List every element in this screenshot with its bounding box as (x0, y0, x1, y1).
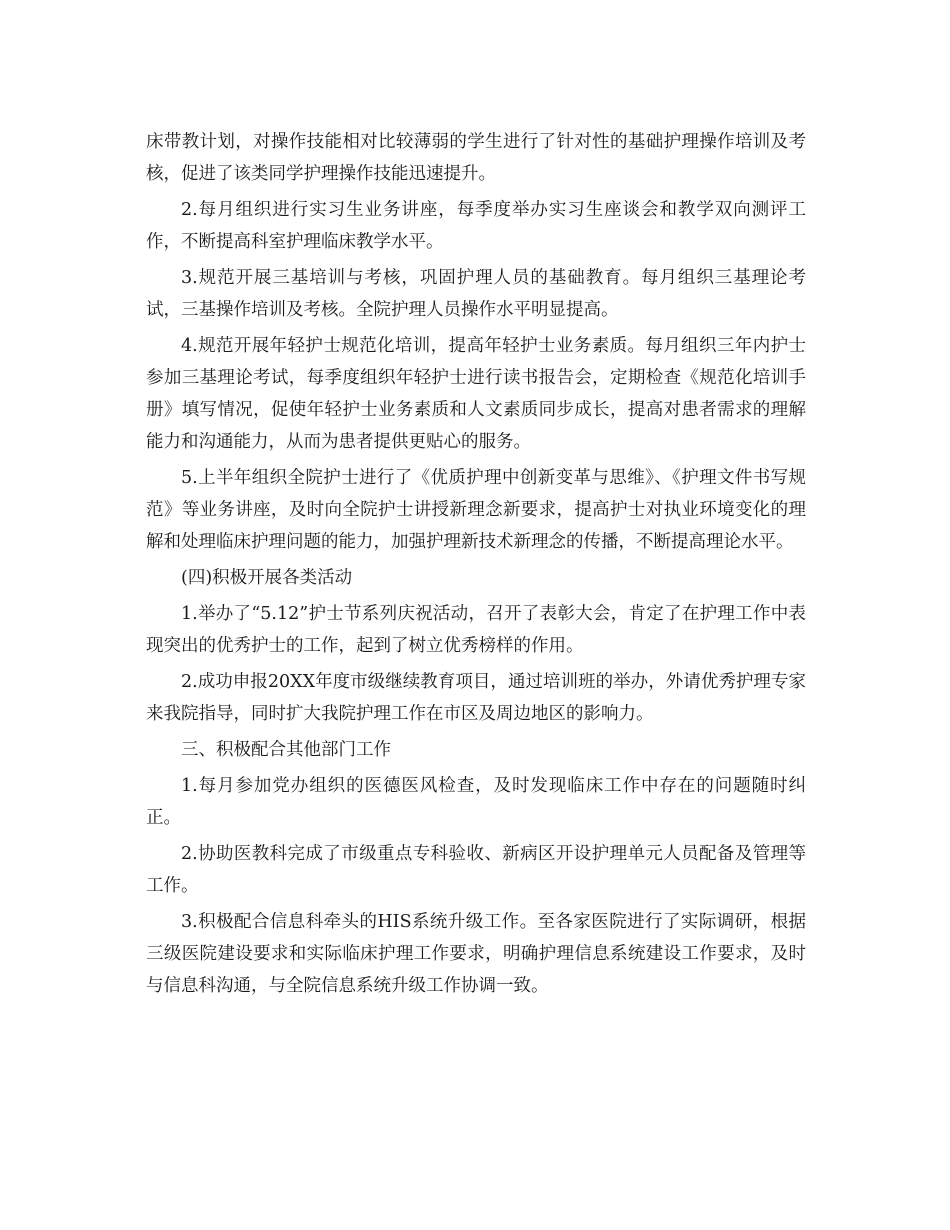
paragraph-item-1-nurses-day: 1.举办了“5.12”护士节系列庆祝活动，召开了表彰大会，肯定了在护理工作中表现突出的优秀护士的工作，起到了树立优秀榜样的作用。 (146, 604, 806, 656)
paragraph-item-4-young-nurses: 4.规范开展年轻护士规范化培训，提高年轻护士业务素质。每月组织三年内护士参加三基理论考试，每季度组织年轻护士进行读书报告会，定期检查《规范化培训手册》填写情况，促使年轻护士业务素质和人文素质同步成长，提高对患者需求的理解能力和沟通能力，从而为患者提供更贴心的服务。 (146, 336, 806, 452)
paragraph-item-1-ethics-inspection: 1.每月参加党办组织的医德医风检查，及时发现临床工作中存在的问题随时纠正。 (146, 776, 806, 828)
paragraph-item-3-basic-training: 3.规范开展三基培训与考核，巩固护理人员的基础教育。每月组织三基理论考试，三基操作培训及考核。全院护理人员操作水平明显提高。 (146, 268, 806, 320)
section-heading-cooperation: 三、积极配合其他部门工作 (181, 740, 391, 760)
document-body (146, 126, 806, 1006)
section-heading-activities: (四)积极开展各类活动 (181, 568, 353, 588)
paragraph-item-2-lectures: 2.每月组织进行实习生业务讲座，每季度举办实习生座谈会和教学双向测评工作，不断提高科室护理临床教学水平。 (146, 200, 806, 252)
paragraph-item-2-assist-medical: 2.协助医教科完成了市级重点专科验收、新病区开设护理单元人员配备及管理等工作。 (146, 844, 806, 896)
paragraph-item-5-seminars: 5.上半年组织全院护士进行了《优质护理中创新变革与思维》、《护理文件书写规范》等业务讲座，及时向全院护士讲授新理念新要求，提高护士对执业环境变化的理解和处理临床护理问题的能力，加强护理新技术新理念的传播，不断提高理论水平。 (146, 468, 806, 552)
paragraph-item-3-his-upgrade: 3.积极配合信息科牵头的HIS系统升级工作。至各家医院进行了实际调研，根据三级医院建设要求和实际临床护理工作要求，明确护理信息系统建设工作要求，及时与信息科沟通，与全院信息系统升级工作协调一致。 (146, 912, 806, 996)
paragraph-item-2-continuing-education: 2.成功申报20XX年度市级继续教育项目，通过培训班的举办，外请优秀护理专家来我院指导，同时扩大我院护理工作在市区及周边地区的影响力。 (146, 672, 806, 724)
paragraph-continuation: 床带教计划，对操作技能相对比较薄弱的学生进行了针对性的基础护理操作培训及考核，促进了该类同学护理操作技能迅速提升。 (146, 132, 806, 184)
